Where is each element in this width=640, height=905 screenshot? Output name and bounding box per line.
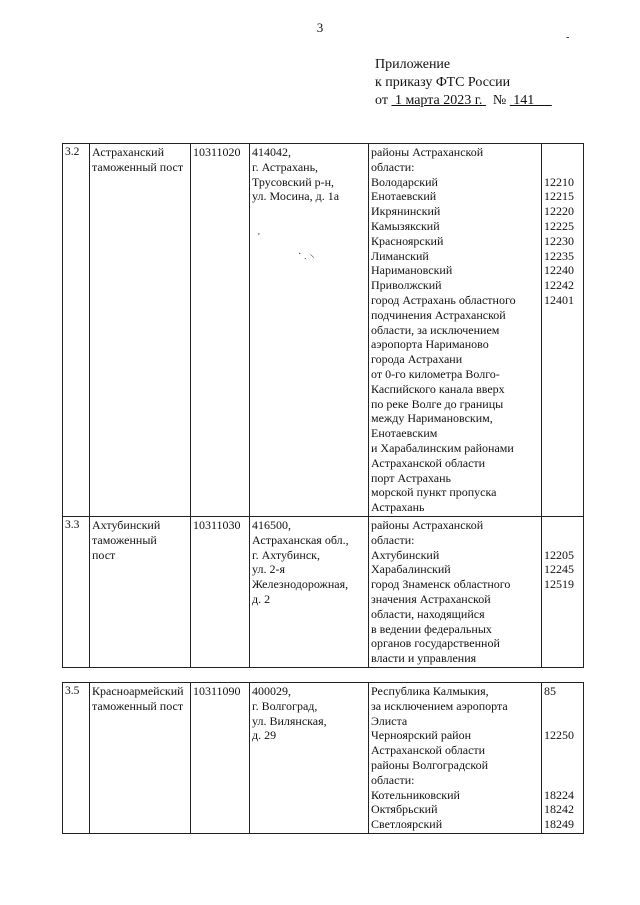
area-code [544,592,581,607]
area-line: власти и управления [371,651,477,666]
area-code [544,471,581,486]
post-name [90,144,191,517]
area-code: 12230 [544,233,574,248]
area-code [544,323,581,338]
post-code: 10311030 [191,516,250,667]
area-line: город Астрахань областного [371,292,516,307]
address-line: ул. Вилянская, [252,713,327,728]
area-line: Светлоярский [371,817,443,832]
customs-table-2 [62,682,584,834]
address-line: Железнодорожная, [252,577,349,592]
area-code: 12210 [544,174,574,189]
annex-from-label: от [375,93,388,108]
table-row [63,516,584,667]
area-code [544,743,581,758]
row-number: 3.5 [63,683,90,834]
area-line: аэропорта Нариманово [371,337,489,352]
area-line: порт Астрахань [371,470,451,485]
area-code [544,758,581,773]
post-code: 10311090 [191,683,250,834]
area-codes [542,144,584,517]
area-line: Котельниковский [371,787,460,802]
area-codes [542,516,584,667]
area-code [544,651,581,666]
address-line: г. Волгоград, [252,698,318,713]
area-code [544,622,581,637]
post-name-line: пост [92,547,116,562]
area-code [544,456,581,471]
area-line: от 0-го километра Волго- [371,366,500,381]
area-code [544,352,581,367]
area-line: области, за исключением [371,322,500,337]
area-code: 12240 [544,263,574,278]
address-line: Астраханская обл., [252,532,349,547]
area-code: 12220 [544,204,574,219]
area-code: 12215 [544,189,574,204]
area-line: Наримановский [371,263,453,278]
row-number: 3.2 [63,144,90,517]
service-area [369,516,542,667]
area-code: 12401 [544,292,574,307]
customs-table-1 [62,143,584,668]
address-line: 414042, [252,145,291,159]
address-line: 400029, [252,684,291,698]
annex-header [375,56,552,110]
area-line: Лиманский [371,248,429,263]
post-name-line: Ахтубинский [92,517,161,532]
area-line: Элиста [371,713,408,728]
area-line: Октябрьский [371,802,438,817]
post-name-line: таможенный [92,532,157,547]
annex-date: 1 марта 2023 г. [394,93,483,108]
area-code [544,773,581,788]
stray-mark: - [566,32,570,43]
address-line: ул. Мосина, д. 1а [252,189,340,204]
area-code: 85 [544,684,556,698]
post-name-line: Астраханский [92,145,164,159]
area-code [544,441,581,456]
area-code [544,607,581,622]
annex-number: 141 [513,93,535,108]
area-line: Енотаевским [371,426,438,441]
area-code [544,518,581,533]
service-area [369,683,542,834]
area-line: Каспийского канала вверх [371,381,505,396]
area-line: Красноярский [371,233,444,248]
area-line: города Астрахани [371,352,463,367]
area-line: Енотаевский [371,189,437,204]
area-line: Астраханской области [371,455,486,470]
area-line: значения Астраханской [371,591,491,606]
area-line: морской пункт пропуска [371,485,497,500]
area-code [544,411,581,426]
post-name-line: таможенный пост [92,159,184,174]
area-line: Икрянинский [371,204,441,219]
area-line: подчинения Астраханской [371,307,506,322]
area-code [544,426,581,441]
service-area [369,144,542,517]
area-line: в ведении федеральных [371,621,492,636]
area-code [544,485,581,500]
area-code [544,714,581,729]
area-line: между Наримановским, [371,411,493,426]
post-name-line: таможенный пост [92,698,184,713]
post-name [90,683,191,834]
address-line: г. Астрахань, [252,159,319,174]
address-line: Трусовский р-н, [252,174,335,189]
row-number: 3.3 [63,516,90,667]
area-code: 18242 [544,802,574,817]
area-code [544,500,581,515]
annex-subtitle: к приказу ФТС России [375,75,511,90]
area-code: 12242 [544,278,574,293]
area-line: за исключением аэропорта [371,698,508,713]
area-line: Ахтубинский [371,547,440,562]
area-code [544,636,581,651]
area-code [544,145,581,160]
area-line: Харабалинский [371,562,451,577]
annex-date-line [375,92,552,110]
post-address [250,683,369,834]
post-address [250,144,369,517]
area-line: город Знаменск областного [371,577,511,592]
area-line: области: [371,159,415,174]
address-line: г. Ахтубинск, [252,547,320,562]
area-line: Черноярский район [371,728,472,743]
post-name-line: Красноармейский [92,684,184,698]
area-code [544,533,581,548]
area-code [544,337,581,352]
area-line: Астрахань [371,500,425,515]
area-line: области: [371,772,415,787]
table-row [63,144,584,517]
address-line: д. 29 [252,728,277,743]
annex-number-label: № [492,93,507,108]
area-code [544,160,581,175]
area-line: Астраханской области [371,743,486,758]
area-line: районы Астраханской [371,145,484,159]
area-line: Камызякский [371,218,440,233]
area-code: 12205 [544,547,574,562]
area-line: по реке Волге до границы [371,396,504,411]
area-line: районы Астраханской [371,517,484,532]
area-line: Республика Калмыкия, [371,684,489,698]
area-line: Володарский [371,174,438,189]
area-code [544,699,581,714]
area-code [544,367,581,382]
page-number: 3 [316,20,324,35]
area-code: 18224 [544,787,574,802]
area-code: 12519 [544,577,574,592]
area-code: 12250 [544,728,574,743]
area-code: 12225 [544,218,574,233]
area-line: области, находящийся [371,606,485,621]
address-line: ул. 2-я [252,562,285,577]
area-line: области: [371,532,415,547]
scan-artifact: ' [258,232,260,243]
area-code: 12245 [544,562,574,577]
area-code: 18249 [544,817,574,832]
post-code: 10311020 [191,144,250,517]
table-row [63,683,584,834]
area-line: Приволжский [371,278,442,293]
area-code [544,397,581,412]
area-line: и Харабалинским районами [371,440,514,455]
area-codes [542,683,584,834]
address-line: д. 2 [252,591,271,606]
area-code [544,308,581,323]
annex-title: Приложение [375,57,451,72]
scan-artifact: · ˎ ⸜ [298,249,315,260]
address-line: 416500, [252,517,291,532]
post-name [90,516,191,667]
post-address [250,516,369,667]
area-line: органов государственной [371,636,500,651]
area-line: районы Волгоградской [371,757,489,772]
area-code [544,382,581,397]
area-code: 12235 [544,248,574,263]
